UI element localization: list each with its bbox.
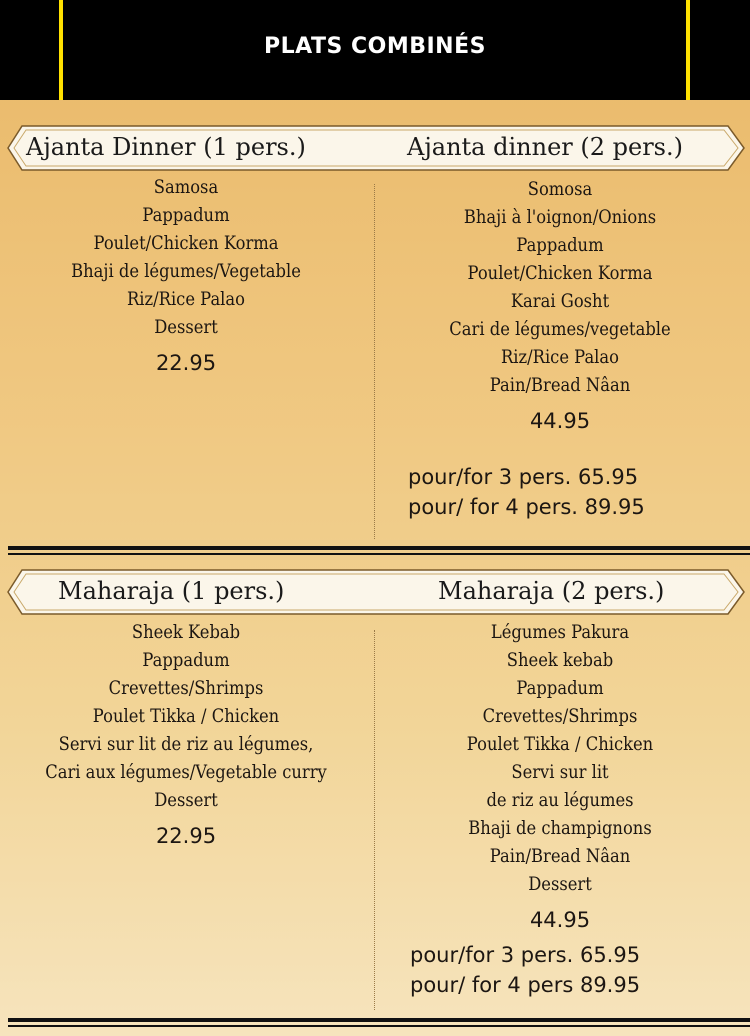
extra-price-line: pour/ for 4 pers 89.95 — [410, 973, 641, 997]
menu-item: Bhaji de champignons — [468, 817, 652, 839]
menu-item: Dessert — [154, 789, 218, 811]
menu-item: Pappadum — [142, 649, 230, 671]
section2-right-title: Maharaja (2 pers.) — [438, 577, 665, 605]
menu-item: Riz/Rice Palao — [126, 288, 245, 310]
bottom-separator — [8, 1018, 750, 1022]
menu-item: Servi sur lit — [511, 761, 609, 783]
section2-left-menu — [14, 618, 358, 850]
menu-item: Cari aux légumes/Vegetable curry — [45, 761, 327, 783]
menu-item: Karai Gosht — [510, 290, 610, 312]
section-separator-thin — [8, 553, 750, 555]
menu-item: Pain/Bread Nâan — [489, 845, 631, 867]
price: 44.95 — [529, 409, 591, 433]
section1-extra-prices — [408, 462, 645, 522]
menu-item: Sheek kebab — [506, 649, 614, 671]
menu-item: Bhaji de légumes/Vegetable — [71, 260, 301, 282]
section1-column-divider — [374, 184, 375, 539]
menu-item: Riz/Rice Palao — [500, 346, 619, 368]
section1-left-title: Ajanta Dinner (1 pers.) — [26, 133, 306, 161]
menu-item: Sheek Kebab — [131, 621, 241, 643]
menu-item: Bhaji à l'oignon/Onions — [463, 206, 657, 228]
section1-left-menu — [16, 173, 356, 377]
menu-item: Pappadum — [142, 204, 230, 226]
extra-price-line: pour/ for 4 pers. 89.95 — [408, 495, 645, 519]
menu-item: de riz au légumes — [486, 789, 634, 811]
section-separator — [8, 546, 750, 550]
menu-item: Somosa — [527, 178, 593, 200]
menu-item: Servi sur lit de riz au légumes, — [58, 733, 314, 755]
price: 44.95 — [529, 908, 591, 932]
menu-item: Crevettes/Shrimps — [482, 705, 638, 727]
menu-item: Dessert — [154, 316, 218, 338]
menu-item: Poulet Tikka / Chicken — [466, 733, 654, 755]
extra-price-line: pour/for 3 pers. 65.95 — [410, 943, 641, 967]
section1-right-menu — [390, 175, 730, 435]
menu-item: Samosa — [153, 176, 219, 198]
section2-left-title: Maharaja (1 pers.) — [58, 577, 285, 605]
menu-item: Cari de légumes/vegetable — [449, 318, 671, 340]
section1-right-title: Ajanta dinner (2 pers.) — [407, 133, 683, 161]
section2-column-divider — [374, 630, 375, 1010]
extra-price-line: pour/for 3 pers. 65.95 — [408, 465, 639, 489]
page-title: PLATS COMBINÉS — [264, 34, 486, 59]
header-bar — [0, 0, 750, 100]
menu-item: Légumes Pakura — [490, 621, 630, 643]
section2-right-menu — [390, 618, 730, 934]
menu-item: Poulet/Chicken Korma — [93, 232, 279, 254]
section1-banner — [0, 124, 750, 172]
price: 22.95 — [155, 351, 217, 375]
menu-item: Pappadum — [516, 234, 604, 256]
menu-item: Pain/Bread Nâan — [489, 374, 631, 396]
menu-item: Crevettes/Shrimps — [108, 677, 264, 699]
menu-item: Poulet/Chicken Korma — [467, 262, 653, 284]
bottom-separator-thin — [8, 1025, 750, 1027]
menu-item: Pappadum — [516, 677, 604, 699]
price: 22.95 — [155, 824, 217, 848]
menu-item: Poulet Tikka / Chicken — [92, 705, 280, 727]
section2-extra-prices — [410, 940, 640, 1000]
section2-banner — [0, 568, 750, 616]
menu-item: Dessert — [528, 873, 592, 895]
